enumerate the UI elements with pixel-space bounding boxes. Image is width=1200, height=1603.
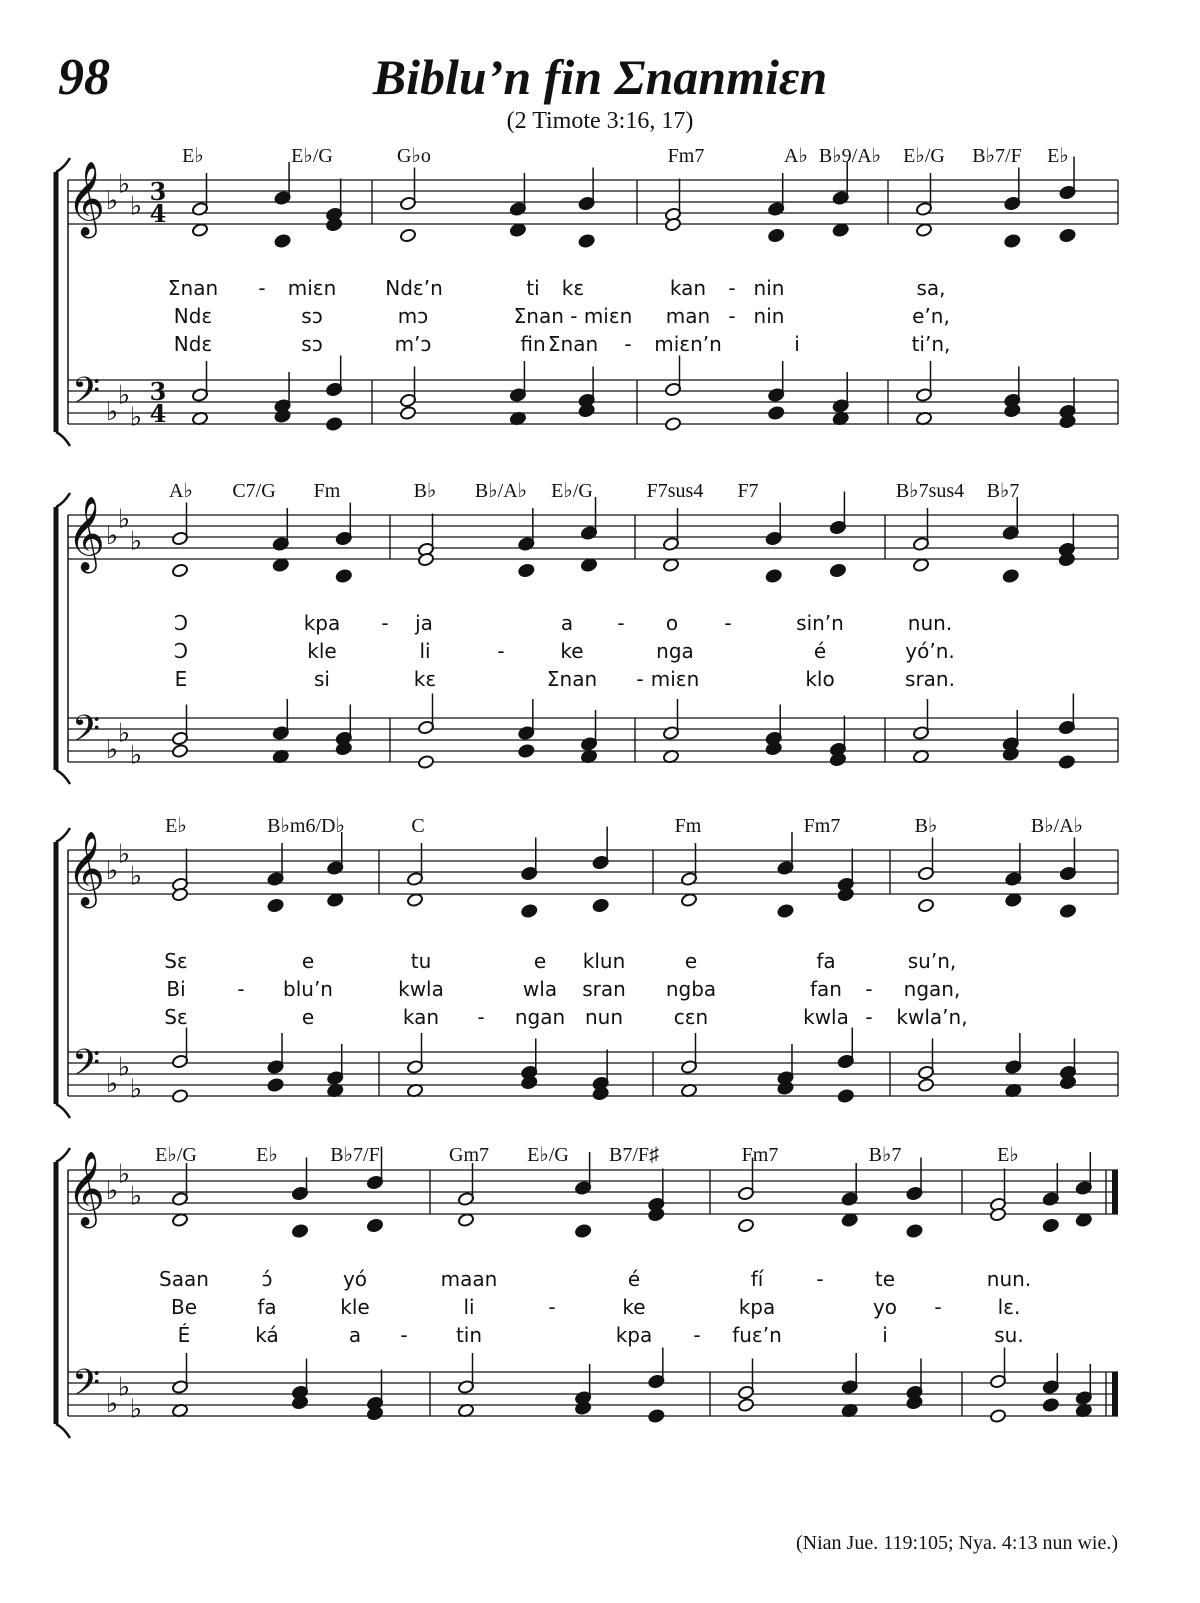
note-head (664, 417, 681, 432)
lyric-syllable: yó’n. (905, 639, 955, 663)
note-head (917, 898, 934, 913)
lyric-syllable: tu (410, 949, 432, 973)
flat-sign: ♭ (129, 526, 143, 557)
note-head (989, 1409, 1006, 1424)
flat-sign: ♭ (117, 380, 131, 411)
time-signature-bottom: 4 (149, 199, 167, 228)
lyric-syllable: ká (255, 1323, 279, 1347)
bass-clef-icon: 𝄢 (71, 1362, 101, 1413)
flat-sign: ♭ (117, 169, 131, 200)
bass-clef-icon: 𝄢 (71, 708, 101, 759)
note-head (1042, 1398, 1059, 1413)
chord-symbol: B♭7/F (330, 1144, 380, 1166)
lyric-syllable: kan (669, 276, 707, 300)
scripture-reference: (2 Timote 3:16, 17) (506, 108, 694, 134)
chord-symbol: E♭ (1047, 145, 1069, 167)
lyric-syllable: e (301, 1005, 315, 1029)
treble-clef-icon: 𝄞 (67, 497, 105, 571)
lyric-syllable: i (882, 1323, 888, 1347)
lyric-syllable: - (381, 611, 389, 635)
note-head (171, 744, 188, 759)
note-head (837, 1089, 854, 1104)
chord-symbol: Gm7 (449, 1144, 489, 1166)
note-head (768, 228, 785, 243)
lyric-syllable: é (813, 639, 827, 663)
lyric-syllable: sin’n (796, 611, 844, 635)
bracket-hook (56, 770, 70, 784)
chord-symbol: E♭/G (551, 480, 593, 502)
note-head (906, 1224, 923, 1239)
chord-symbol: B♭/A♭ (474, 480, 528, 502)
lyric-syllable: kwla’n, (896, 1005, 968, 1029)
lyric-syllable: nun. (986, 1267, 1032, 1291)
chord-symbol: B♭m6/D♭ (267, 815, 345, 837)
lyric-syllable: ti (526, 276, 540, 300)
lyric-syllable: - (237, 977, 245, 1001)
note-head (1059, 904, 1076, 919)
chord-symbol: B♭7 (986, 480, 1020, 502)
chord-symbol: E♭ (256, 1144, 278, 1166)
lyric-syllable: kɛ (413, 667, 437, 691)
note-head (521, 904, 538, 919)
lyric-syllable: - (624, 332, 632, 356)
note-head (765, 569, 782, 584)
note-head (366, 1218, 383, 1233)
lyric-syllable: m’ɔ (394, 332, 432, 356)
note-head (509, 223, 526, 238)
note-head (829, 563, 846, 578)
note-head (171, 1213, 188, 1228)
lyric-syllable: fin (520, 332, 546, 356)
lyric-syllable: Ndɛ (173, 304, 213, 328)
hymn-title: Biblu’n fin Ʃnanmiɛn (372, 49, 828, 105)
lyric-syllable: - (865, 1005, 873, 1029)
note-head (832, 223, 849, 238)
lyric-syllable: Ɔ (173, 639, 189, 663)
lyric-syllable: e (533, 949, 547, 973)
lyric-syllable: klun (582, 949, 626, 973)
treble-clef-icon: 𝄞 (67, 162, 105, 236)
lyric-syllable: fí (750, 1267, 764, 1291)
chord-symbol: A♭ (169, 480, 193, 502)
lyric-syllable: - (548, 1295, 556, 1319)
note-head (841, 1213, 858, 1228)
note-head (399, 228, 416, 243)
lyric-syllable: fuɛ’n (732, 1323, 782, 1347)
note-head (327, 893, 344, 908)
flat-sign: ♭ (105, 186, 119, 216)
note-head (326, 417, 343, 432)
lyric-syllable: ngan, (903, 977, 961, 1001)
lyric-syllable: - (728, 276, 736, 300)
lyric-syllable: miɛn’n (654, 332, 722, 356)
lyric-syllable: Saan (159, 1267, 209, 1291)
lyric-syllable: yo (872, 1295, 898, 1319)
note-head (267, 1078, 284, 1093)
lyric-syllable: su. (994, 1323, 1024, 1347)
chord-symbol: Fm7 (741, 1144, 779, 1166)
lyric-syllable: su’n, (907, 949, 957, 973)
lyric-syllable: Ndɛ’n (385, 276, 443, 300)
note-head (518, 744, 535, 759)
note-head (1059, 228, 1076, 243)
chord-symbol: E♭/G (291, 145, 333, 167)
flat-sign: ♭ (117, 718, 131, 749)
lyric-syllable: maan (440, 1267, 498, 1291)
lyric-syllable: kan (402, 1005, 440, 1029)
lyric-syllable: sran (582, 977, 626, 1001)
lyric-syllable: kpa (303, 611, 341, 635)
bass-clef-icon: 𝄢 (71, 1042, 101, 1093)
chord-symbol: F7sus4 (646, 480, 704, 502)
note-head (912, 558, 929, 573)
lyric-syllable: cɛn (673, 1005, 709, 1029)
lyric-syllable: e (301, 949, 315, 973)
footer-reference: (Nian Jue. 119:105; Nya. 4:13 nun wie.) (796, 1532, 1118, 1554)
note-head (272, 558, 289, 573)
lyric-syllable: Ɔ (173, 611, 189, 635)
note-head (680, 893, 697, 908)
treble-clef-icon: 𝄞 (67, 832, 105, 906)
flat-sign: ♭ (129, 740, 143, 771)
lyric-syllable: - (934, 1295, 942, 1319)
note-head (737, 1398, 754, 1413)
note-head (406, 893, 423, 908)
lyric-syllable: sa, (916, 276, 946, 300)
flat-sign: ♭ (129, 1181, 143, 1212)
note-head (518, 563, 535, 578)
lyric-syllable: man (665, 304, 711, 328)
note-head (335, 569, 352, 584)
lyric-syllable: nun (584, 1005, 624, 1029)
lyric-syllable: - (617, 611, 625, 635)
lyric-syllable: Sɛ (164, 949, 188, 973)
lyric-syllable: miɛn (650, 667, 700, 691)
lyric-syllable: - (477, 1005, 485, 1029)
lyric-syllable: nun. (907, 611, 953, 635)
lyric-syllable: fa (816, 949, 836, 973)
lyric-syllable: - (816, 1267, 824, 1291)
lyric-syllable: fa (257, 1295, 277, 1319)
chord-symbol: G♭o (397, 145, 431, 167)
chord-symbol: Fm7 (803, 815, 841, 837)
lyric-syllable: kpa (738, 1295, 776, 1319)
chord-symbol: B7/F♯ (608, 1144, 660, 1166)
lyric-syllable: - (865, 977, 873, 1001)
note-head (457, 1213, 474, 1228)
note-head (648, 1409, 665, 1424)
lyric-syllable: - (636, 667, 644, 691)
note-head (777, 904, 794, 919)
lyric-syllable: Ʃnan (167, 276, 219, 300)
lyric-syllable: kle (340, 1295, 370, 1319)
flat-sign: ♭ (105, 1389, 119, 1419)
lyric-syllable: é (627, 1267, 641, 1291)
lyric-syllable: sɔ (301, 332, 323, 356)
lyric-syllable: ti’n, (911, 332, 951, 356)
lyric-syllable: miɛn (287, 276, 337, 300)
lyric-syllable: e’n, (912, 304, 950, 328)
flat-sign: ♭ (117, 504, 131, 535)
lyric-syllable: lɛ. (997, 1295, 1021, 1319)
note-head (1042, 1218, 1059, 1233)
chord-symbol: E♭/G (903, 145, 945, 167)
chord-symbol: A♭ (784, 145, 808, 167)
bracket-hook (56, 1424, 70, 1438)
chord-symbol: E♭ (182, 145, 204, 167)
lyric-syllable: Ʃnan (547, 332, 599, 356)
lyric-syllable: te (874, 1267, 896, 1291)
flat-sign: ♭ (105, 1176, 119, 1206)
lyric-syllable: nin (753, 276, 785, 300)
lyric-syllable: a (348, 1323, 362, 1347)
note-head (662, 558, 679, 573)
lyric-syllable: - (728, 304, 736, 328)
lyric-syllable: li (463, 1295, 475, 1319)
lyric-syllable: - (693, 1323, 701, 1347)
flat-sign: ♭ (105, 856, 119, 886)
note-head (737, 1218, 754, 1233)
lyric-syllable: Be (170, 1295, 198, 1319)
chord-symbol: C (411, 815, 425, 837)
lyric-syllable: fan (810, 977, 842, 1001)
flat-sign: ♭ (129, 1074, 143, 1105)
lyric-syllable: tin (455, 1323, 483, 1347)
chord-symbol: B♭/A♭ (1030, 815, 1084, 837)
chord-symbol: E♭ (997, 1144, 1019, 1166)
flat-sign: ♭ (105, 735, 119, 765)
lyric-syllable: Ndɛ (173, 332, 213, 356)
lyric-syllable: a (560, 611, 574, 635)
chord-symbol: B♭7/F (972, 145, 1022, 167)
note-head (171, 563, 188, 578)
note-head (575, 1224, 592, 1239)
lyric-syllable: mɔ (397, 304, 429, 328)
note-head (171, 1089, 188, 1104)
chord-symbol: E♭ (165, 815, 187, 837)
lyric-syllable: - (497, 639, 505, 663)
flat-sign: ♭ (105, 521, 119, 551)
lyric-syllable: ke (560, 639, 584, 663)
chord-symbol: E♭/G (527, 1144, 569, 1166)
note-head (417, 755, 434, 770)
lyric-syllable: sɔ (301, 304, 323, 328)
flat-sign: ♭ (117, 1372, 131, 1403)
note-head (1004, 234, 1021, 249)
hymn-number: 98 (58, 49, 110, 106)
chord-symbol: F7 (737, 480, 759, 502)
chord-symbol: Fm (313, 480, 341, 502)
lyric-syllable: nin (753, 304, 785, 328)
note-head (291, 1224, 308, 1239)
note-head (191, 223, 208, 238)
chord-symbol: B♭ (413, 480, 437, 502)
lyric-syllable: nga (656, 639, 694, 663)
bass-clef-icon: 𝄢 (71, 370, 101, 421)
lyric-syllable: ɔ́ (261, 1267, 273, 1291)
flat-sign: ♭ (117, 839, 131, 870)
chord-symbol: B♭ (914, 815, 938, 837)
note-head (267, 898, 284, 913)
lyric-syllable: Sɛ (164, 1005, 188, 1029)
lyric-syllable: kwla (803, 1005, 849, 1029)
lyric-syllable: yó (342, 1267, 368, 1291)
lyric-syllable: - (258, 276, 266, 300)
bracket-hook (56, 1104, 70, 1118)
note-head (592, 898, 609, 913)
lyric-syllable: e (684, 949, 698, 973)
chord-symbol: B♭9/A♭ (818, 145, 882, 167)
lyric-syllable: - (724, 611, 732, 635)
chord-symbol: B♭7sus4 (895, 480, 965, 502)
lyric-syllable: Ʃnan (546, 667, 598, 691)
note-head (915, 223, 932, 238)
time-signature-top: 3 (149, 177, 167, 206)
lyric-syllable: E (174, 667, 188, 691)
flat-sign: ♭ (105, 397, 119, 427)
chord-symbol: Fm7 (667, 145, 705, 167)
lyric-syllable: kle (307, 639, 337, 663)
flat-sign: ♭ (117, 1052, 131, 1083)
flat-sign: ♭ (129, 861, 143, 892)
flat-sign: ♭ (129, 191, 143, 222)
note-head (399, 406, 416, 421)
note-head (1075, 1213, 1092, 1228)
lyric-syllable: ke (622, 1295, 646, 1319)
lyric-syllable: i (794, 332, 800, 356)
lyric-syllable: blu’n (283, 977, 333, 1001)
lyric-syllable: kɛ (561, 276, 585, 300)
note-head (1058, 755, 1075, 770)
time-signature-bottom: 4 (149, 399, 167, 428)
note-head (578, 234, 595, 249)
chord-symbol: E♭/G (155, 1144, 197, 1166)
note-head (274, 234, 291, 249)
lyric-syllable: kwla (398, 977, 444, 1001)
note-head (768, 406, 785, 421)
lyric-syllable: si (314, 667, 330, 691)
lyric-syllable: o (665, 611, 679, 635)
lyric-syllable: É (177, 1323, 191, 1347)
lyric-syllable: - (400, 1323, 408, 1347)
lyric-syllable: klo (805, 667, 835, 691)
chord-symbol: C7/G (232, 480, 276, 502)
treble-clef-icon: 𝄞 (67, 1152, 105, 1226)
lyric-syllable: kpa (615, 1323, 653, 1347)
flat-sign: ♭ (129, 402, 143, 433)
note-head (580, 558, 597, 573)
lyric-syllable: wla (522, 977, 558, 1001)
chord-symbol: Fm (674, 815, 702, 837)
note-head (1002, 569, 1019, 584)
lyric-syllable: Ʃnan - miɛn (513, 304, 633, 328)
flat-sign: ♭ (117, 1159, 131, 1190)
note-head (917, 1078, 934, 1093)
lyric-syllable: ngba (665, 977, 717, 1001)
flat-sign: ♭ (105, 1069, 119, 1099)
flat-sign: ♭ (129, 1394, 143, 1425)
lyric-syllable: ja (415, 611, 433, 635)
lyric-syllable: Bi (166, 977, 186, 1001)
time-signature-top: 3 (149, 377, 167, 406)
lyric-syllable: li (419, 639, 431, 663)
note-head (1005, 893, 1022, 908)
lyric-syllable: sran. (905, 667, 955, 691)
bracket-hook (56, 432, 70, 446)
chord-symbol: B♭7 (868, 1144, 902, 1166)
lyric-syllable: ngan (514, 1005, 566, 1029)
